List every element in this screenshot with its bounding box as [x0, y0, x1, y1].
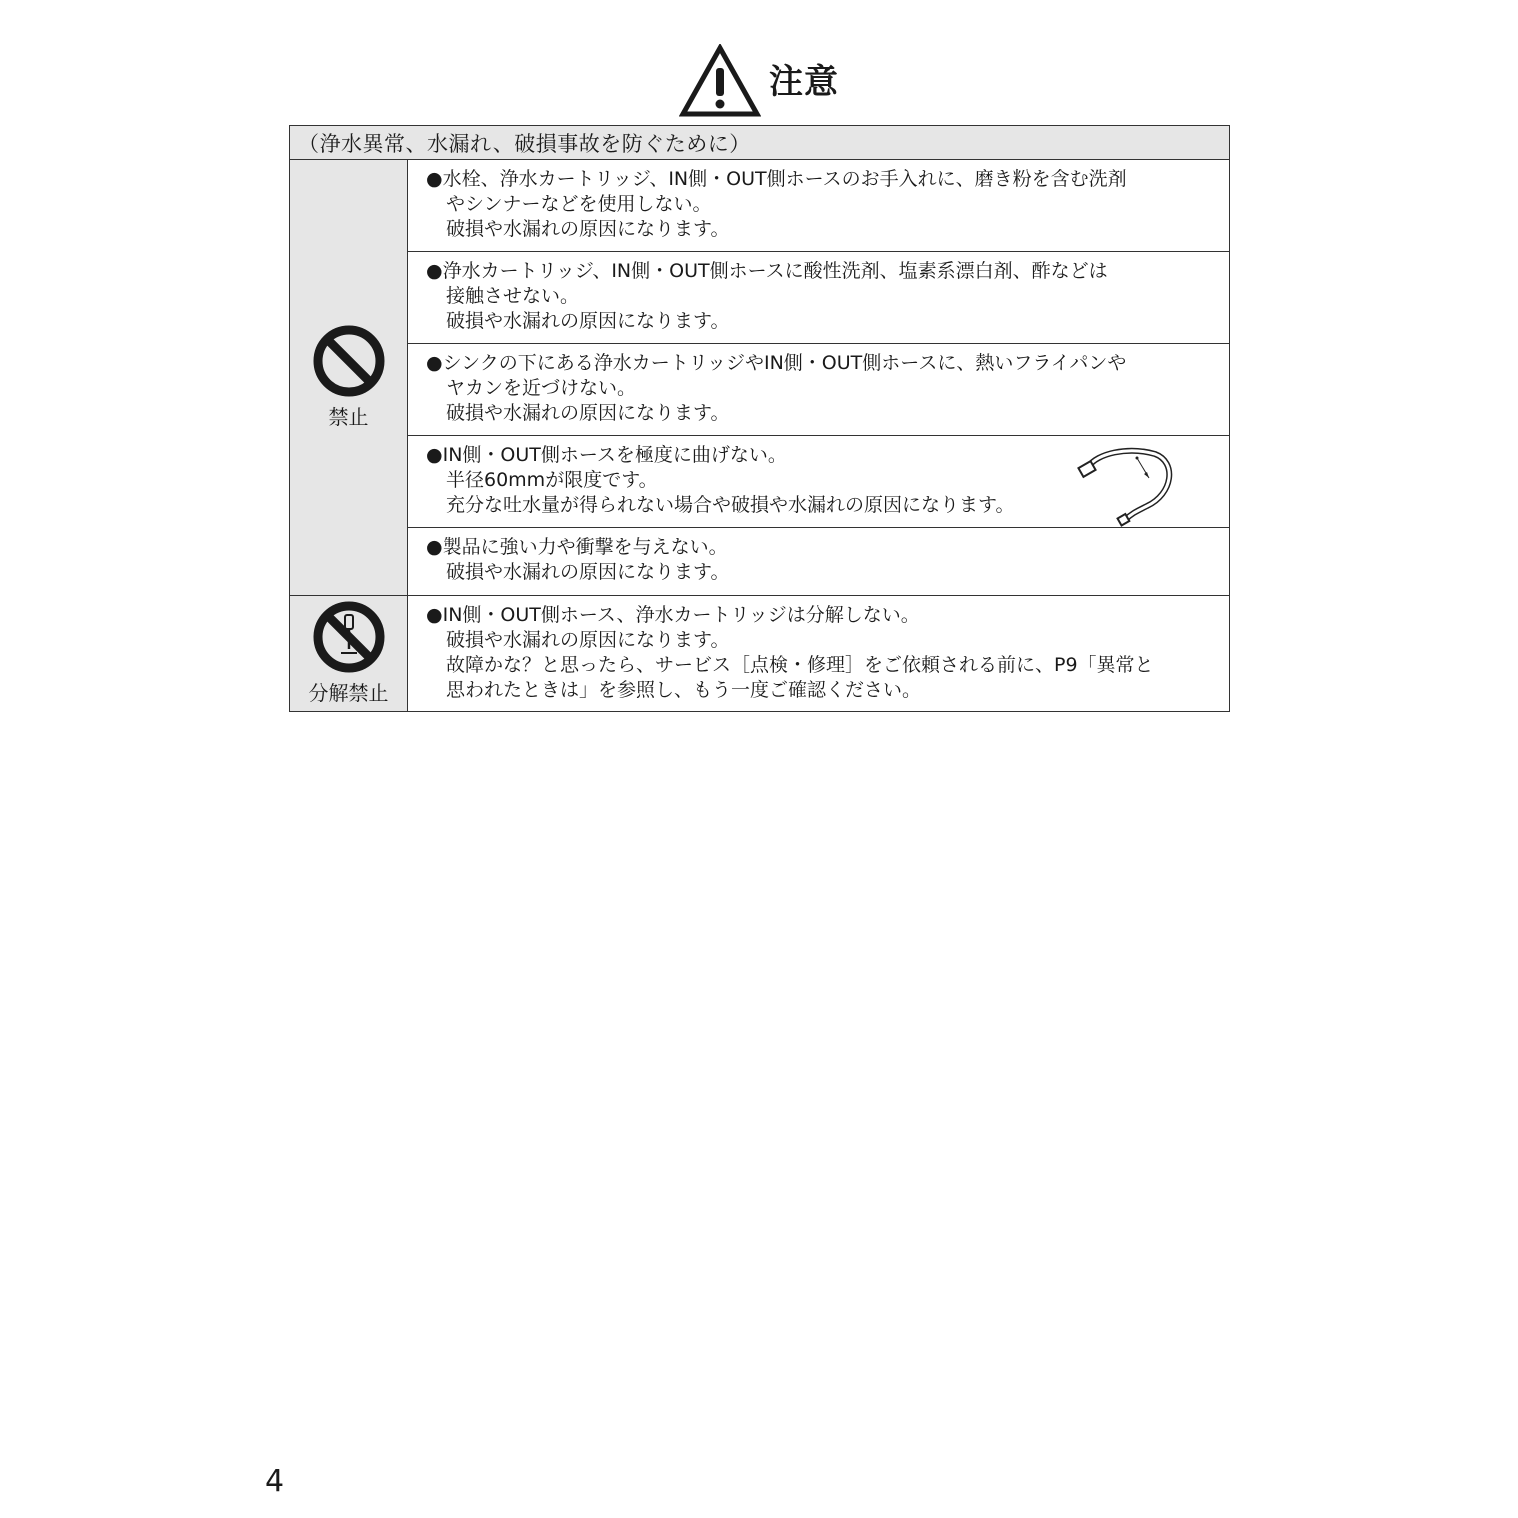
warning-triangle-icon [679, 44, 761, 118]
caution-table [289, 125, 1230, 712]
list-item: ●IN側・OUT側ホースを極度に曲げない。 半径60mmが限度です。 充分な吐水量が得られない場合や破損や水漏れの原因になります。 [408, 436, 1230, 528]
page-number: 4 [265, 1464, 285, 1499]
subheading: （浄水異常、水漏れ、破損事故を防ぐために） [290, 126, 1230, 160]
list-item: ●製品に強い力や衝撃を与えない。 破損や水漏れの原因になります。 [408, 528, 1230, 596]
list-item: ●水栓、浄水カートリッジ、IN側・OUT側ホースのお手入れに、磨き粉を含む洗剤 やシンナーなどを使用しない。 破損や水漏れの原因になります。 [408, 160, 1230, 252]
table-row [290, 436, 1230, 528]
no-disassembly-group [290, 596, 408, 712]
caution-header [0, 44, 1518, 118]
list-item: ●シンクの下にある浄水カートリッジやIN側・OUT側ホースに、熱いフライパンや ヤカンを近づけない。 破損や水漏れの原因になります。 [408, 344, 1230, 436]
table-row [290, 160, 1230, 252]
table-row [290, 344, 1230, 436]
no-disassembly-label: 分解禁止 [308, 681, 389, 705]
list-item: ●IN側・OUT側ホース、浄水カートリッジは分解しない。 破損や水漏れの原因になります。 故障かな？と思ったら、サービス［点検・修理］をご依頼される前に、P9「異常と 思われたときは」を参照し、もう一度ご確認ください。 [408, 596, 1230, 712]
table-row [290, 528, 1230, 596]
prohibited-label: 禁止 [328, 405, 369, 429]
hose-bend-illustration [1077, 444, 1177, 528]
subheading-row [290, 126, 1230, 160]
no-disassembly-icon [313, 601, 385, 673]
prohibited-group [290, 160, 408, 596]
table-row [290, 596, 1230, 712]
caution-title: 注意 [769, 61, 839, 102]
list-item: ●浄水カートリッジ、IN側・OUT側ホースに酸性洗剤、塩素系漂白剤、酢などは 接触させない。 破損や水漏れの原因になります。 [408, 252, 1230, 344]
table-row [290, 252, 1230, 344]
prohibited-icon [313, 325, 385, 397]
